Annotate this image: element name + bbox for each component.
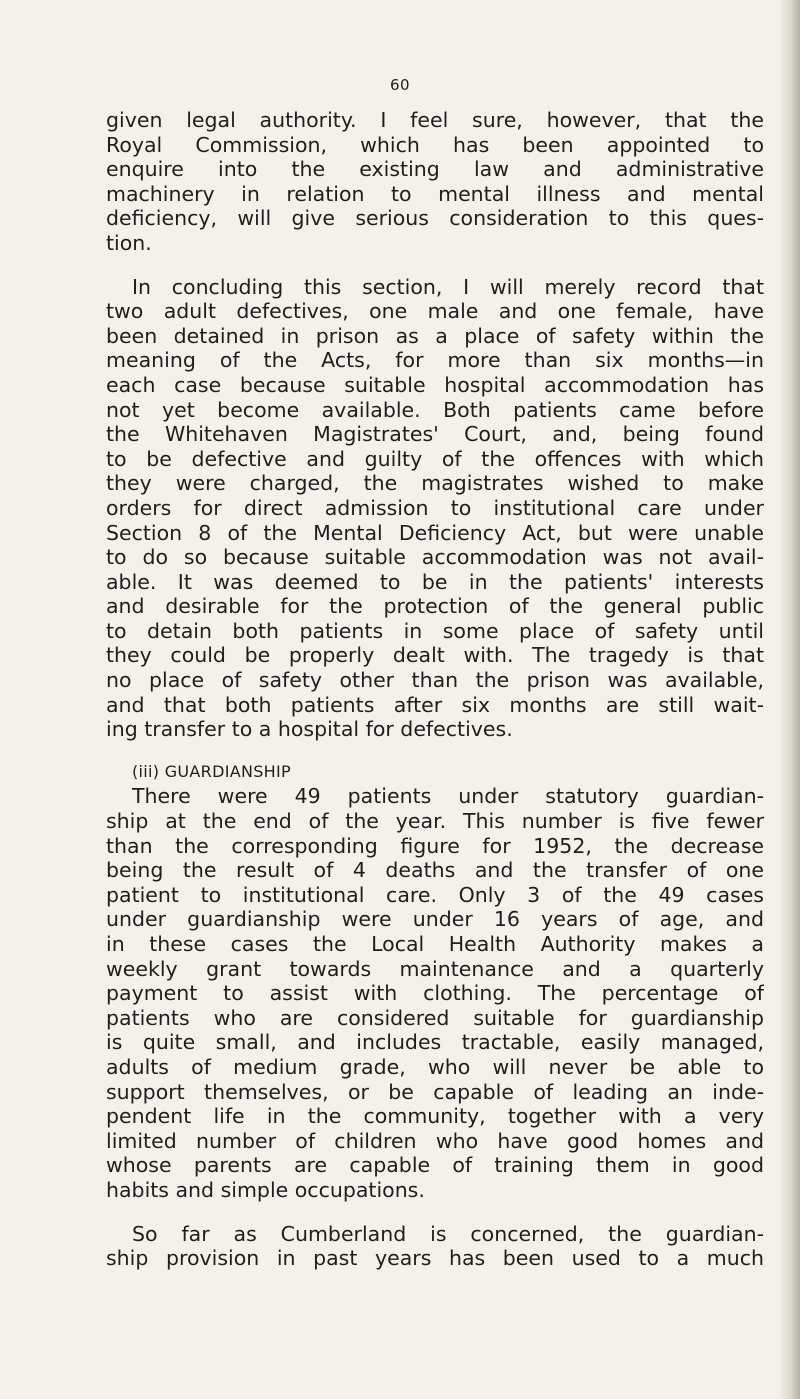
text-line: each case because suitable hospital accommodation has (106, 372, 764, 397)
text-line: and desirable for the protection of the general public (106, 594, 764, 619)
page-number: 60 (389, 76, 411, 94)
text-line: and that both patients after six months are still wait- (106, 692, 764, 717)
text-line: being the result of 4 deaths and the transfer of one (106, 858, 764, 883)
text-line: whose parents are capable of training them in good (106, 1153, 764, 1178)
text-line: able. It was deemed to be in the patients' interests (106, 569, 764, 594)
text-line: given legal authority. I feel sure, however, that the (106, 108, 764, 132)
text-line: deficiency, will give serious consideration to this ques- (106, 206, 764, 231)
text-line: orders for direct admission to institutional care under (106, 495, 764, 520)
text-line: ing transfer to a hospital for defectives. (106, 717, 513, 742)
paragraph-cumberland (106, 1222, 764, 1271)
text-line: In concluding this section, I will merely record that (132, 274, 764, 299)
text-line: weekly grant towards maintenance and a quarterly (106, 956, 764, 981)
page-edge-shadow (778, 0, 800, 1399)
text-line: tion. (106, 230, 152, 255)
text-line: pendent life in the community, together with a very (106, 1104, 764, 1129)
paragraph-adult-defectives (106, 275, 764, 742)
text-line: to be defective and guilty of the offences with which (106, 446, 764, 471)
text-line: they were charged, the magistrates wished to make (106, 471, 764, 496)
text-line: not yet become available. Both patients came before (106, 397, 764, 422)
text-line: habits and simple occupations. (106, 1177, 425, 1202)
text-line: Royal Commission, which has been appointed to (106, 132, 764, 157)
text-line: ship provision in past years has been used to a much (106, 1246, 764, 1271)
text-line: Section 8 of the Mental Deficiency Act, but were unable (106, 520, 764, 545)
text-line: been detained in prison as a place of safety within the (106, 323, 764, 348)
text-line: So far as Cumberland is concerned, the guardian- (132, 1221, 764, 1246)
text-line: they could be properly dealt with. The tragedy is that (106, 643, 764, 668)
text-line: limited number of children who have good homes and (106, 1128, 764, 1153)
paragraph-guardianship (106, 784, 764, 1202)
text-line: than the corresponding figure for 1952, the decrease (106, 833, 764, 858)
text-line: patients who are considered suitable for guardianship (106, 1005, 764, 1030)
text-line: the Whitehaven Magistrates' Court, and, being found (106, 422, 764, 447)
text-line: machinery in relation to mental illness and mental (106, 181, 764, 206)
text-line: two adult defectives, one male and one female, have (106, 299, 764, 324)
text-line: in these cases the Local Health Authority makes a (106, 932, 764, 956)
text-line: enquire into the existing law and administrative (106, 157, 764, 182)
text-line: meaning of the Acts, for more than six months—in (106, 348, 764, 373)
paragraph-royal-commission (106, 108, 764, 256)
text-line: adults of medium grade, who will never be able to (106, 1054, 764, 1079)
text-line: to do so because suitable accommodation was not avail- (106, 545, 764, 570)
section-heading: (iii) GUARDIANSHIP (132, 761, 291, 781)
text-line: no place of safety other than the prison was available, (106, 668, 764, 693)
text-line: patient to institutional care. Only 3 of the 49 cases (106, 882, 764, 907)
guardianship-section (106, 760, 764, 1271)
text-line: under guardianship were under 16 years of age, and (106, 907, 764, 932)
text-line: payment to assist with clothing. The percentage of (106, 981, 764, 1006)
body-text (106, 108, 764, 1290)
text-line: support themselves, or be capable of leading an inde- (106, 1079, 764, 1104)
text-line: to detain both patients in some place of safety until (106, 618, 764, 643)
text-line: There were 49 patients under statutory guardian- (132, 784, 764, 809)
text-line: ship at the end of the year. This number is five fewer (106, 809, 764, 834)
text-line: is quite small, and includes tractable, easily managed, (106, 1030, 764, 1055)
